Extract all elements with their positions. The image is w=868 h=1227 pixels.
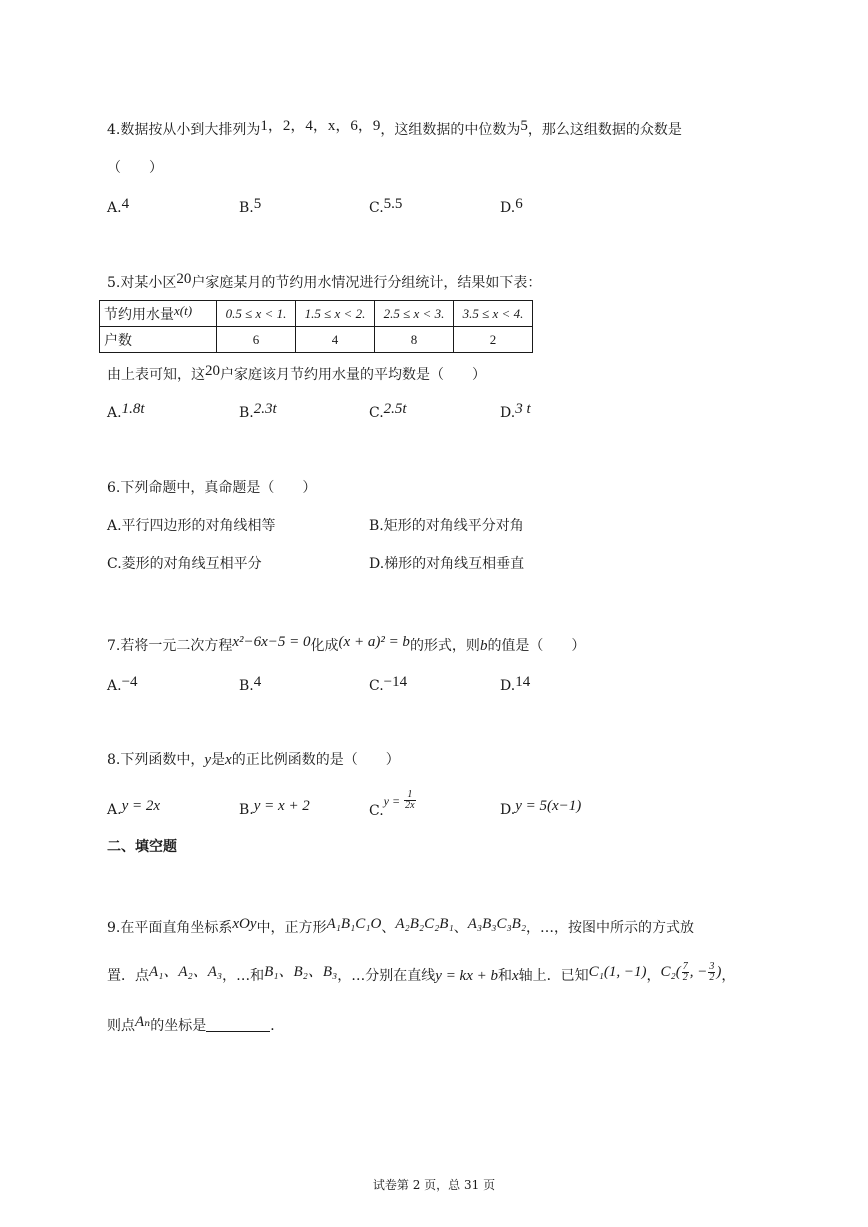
fraction-denominator: 2	[709, 972, 715, 984]
q5-followup-count: 20	[205, 363, 220, 379]
q7-stem	[107, 636, 585, 656]
q9-line2	[107, 961, 736, 987]
q6-stem: 6.下列命题中，真命题是（ ）	[107, 480, 317, 496]
q8-stem-prefix: 8.下列函数中，	[107, 752, 205, 768]
option-letter: D.	[500, 802, 516, 818]
q8-option-a[interactable]	[107, 800, 160, 820]
q8-stem-mid: 是	[211, 752, 226, 768]
q4-option-c[interactable]	[369, 198, 402, 218]
table-header-cell: 户数	[100, 327, 217, 353]
q7-stem-mid2: 的形式，则	[409, 638, 480, 654]
q5-option-c[interactable]	[369, 403, 407, 423]
q5-followup	[107, 365, 486, 385]
option-value: −4	[121, 674, 138, 690]
q9-line3-suffix: 的坐标是	[150, 1018, 207, 1034]
q9-line2-b: ，…和	[222, 968, 265, 984]
q9-line3-prefix: 则点	[107, 1018, 135, 1034]
option-value: 4	[121, 196, 130, 212]
option-value: 6	[515, 196, 523, 212]
q4-stem	[107, 120, 682, 140]
q7-option-c[interactable]	[369, 676, 407, 696]
q7-option-b[interactable]	[239, 676, 261, 696]
q9-line1-suffix: ，…，按图中所示的方式放	[526, 920, 695, 936]
option-value: y =	[383, 793, 404, 808]
q9-line2-e: 轴上．已知	[518, 968, 589, 984]
q4-option-d[interactable]	[500, 198, 523, 218]
q5-stem	[107, 273, 541, 293]
option-letter: B.	[239, 678, 254, 694]
q8-y: y	[204, 752, 212, 768]
q9-sep-2: 、	[453, 920, 468, 936]
fraction	[708, 962, 715, 983]
option-letter: B.	[239, 405, 254, 421]
option-value: 4	[253, 674, 262, 690]
q7-equation: x²−6x−5 = 0	[232, 634, 311, 650]
q5-option-a[interactable]	[107, 403, 144, 423]
q9-line1-prefix: 9.在平面直角坐标系	[107, 920, 233, 936]
q4-stem-suffix: ，那么这组数据的众数是	[527, 122, 682, 138]
q4-paren: （ ）	[107, 160, 163, 176]
option-letter: C.	[369, 405, 384, 421]
section-heading: 二、填空题	[107, 839, 177, 855]
q9-point-c2	[660, 961, 722, 984]
q4-option-a[interactable]	[107, 198, 129, 218]
q9-point-an: Aₙ	[135, 1014, 151, 1030]
table-cell: 2.5 ≤ x < 3.	[375, 301, 454, 327]
q7-form: (x + a)² = b	[338, 634, 410, 650]
q5-option-b[interactable]	[239, 403, 277, 423]
table-header-cell	[100, 301, 217, 327]
q4-data-list: 1，2，4，x，6，9	[260, 118, 381, 134]
q5-stem-suffix: 户家庭某月的节约用水情况进行分组统计，结果如下表：	[191, 275, 542, 291]
q4-median: 5	[520, 118, 528, 134]
q9-line2-a: 置．点	[107, 968, 149, 984]
q9-c2-sep: , −	[689, 964, 708, 980]
q9-square-2: A₂B₂C₂B₁	[395, 916, 454, 932]
option-value: 2.5t	[383, 401, 407, 417]
option-letter: C.	[369, 802, 384, 819]
q6-option-b[interactable]: B.矩形的对角线平分对角	[369, 518, 524, 534]
table-cell: 1.5 ≤ x < 2.	[296, 301, 375, 327]
option-letter: C.	[369, 200, 384, 216]
q8-option-b[interactable]	[239, 800, 310, 820]
fraction	[682, 962, 689, 983]
option-letter: D.	[500, 405, 516, 421]
q6-option-c[interactable]: C.菱形的对角线互相平分	[107, 556, 262, 572]
q7-stem-prefix: 7.若将一元二次方程	[107, 638, 233, 654]
q9-c2-prefix: C₂(	[660, 964, 681, 980]
fraction-denominator: 2	[682, 972, 688, 984]
table-cell: 0.5 ≤ x < 1.	[217, 301, 296, 327]
fraction	[404, 790, 415, 811]
q7-option-a[interactable]	[107, 676, 138, 696]
table-cell: 6	[217, 327, 296, 353]
option-letter: A.	[107, 405, 122, 421]
q9-line-equation: y = kx + b	[435, 968, 498, 984]
option-value: y = 2x	[121, 798, 160, 814]
table-row-label: 节约用水量	[104, 306, 174, 323]
q7-stem-mid: 化成	[310, 638, 339, 654]
q9-line1	[107, 918, 694, 938]
option-letter: A.	[107, 678, 122, 694]
q8-x: x	[225, 752, 232, 768]
q7-stem-suffix: 的值是（ ）	[487, 638, 586, 654]
q5-count: 20	[176, 271, 192, 287]
q9-line2-d: 和	[498, 968, 512, 984]
q5-data-table	[99, 300, 533, 353]
fraction-numerator: 1	[404, 790, 415, 801]
option-value: 5	[253, 196, 262, 212]
option-value: 5.5	[383, 196, 403, 212]
option-value: 2.3t	[253, 401, 277, 417]
option-value: y = x + 2	[253, 798, 310, 814]
table-unit: x(t)	[174, 302, 193, 318]
option-letter: B.	[239, 200, 254, 216]
q9-line2-g: ，	[721, 968, 736, 984]
q5-stem-prefix: 5.对某小区	[107, 275, 177, 291]
option-letter: A.	[107, 802, 122, 818]
answer-blank[interactable]	[206, 1017, 270, 1032]
option-letter: C.	[369, 678, 384, 694]
option-letter: D.	[500, 678, 516, 694]
fraction-denominator: 2x	[405, 800, 415, 811]
q8-option-d[interactable]	[500, 800, 581, 820]
q9-b-points: B₁、B₂、B₃	[264, 964, 338, 980]
q9-square-3: A₃B₃C₃B₂	[467, 916, 527, 932]
option-letter: B.	[239, 802, 254, 818]
q7-option-d[interactable]	[500, 676, 530, 696]
option-letter: D.	[500, 200, 516, 216]
option-value: −14	[383, 674, 408, 690]
q4-stem-prefix: 4.数据按从小到大排列为	[107, 122, 261, 138]
option-value: 3 t	[515, 401, 531, 417]
q9-line3	[107, 1016, 284, 1036]
q6-option-a[interactable]: A.平行四边形的对角线相等	[107, 518, 276, 534]
q4-stem-mid: ，这组数据的中位数为	[380, 122, 521, 138]
q9-line3-end: ．	[270, 1018, 285, 1034]
q9-line1-mid: 中，正方形	[256, 920, 327, 936]
option-value: y = 5(x−1)	[515, 798, 582, 814]
page-footer: 试卷第 2 页，总 31 页	[372, 1178, 496, 1192]
q7-var: b	[479, 638, 488, 654]
table-row	[100, 301, 533, 327]
q8-option-c[interactable]	[369, 789, 417, 819]
q5-followup-prefix: 由上表可知，这	[107, 367, 205, 383]
fraction-numerator: 7	[682, 961, 688, 973]
option-value: 1.8t	[121, 401, 145, 417]
table-row	[100, 327, 533, 353]
q5-followup-suffix: 户家庭该月节约用水量的平均数是（ ）	[220, 367, 486, 383]
q8-stem-suffix: 的正比例函数的是（ ）	[231, 752, 400, 768]
q6-option-d[interactable]: D.梯形的对角线互相垂直	[369, 556, 525, 572]
q8-stem	[107, 750, 400, 770]
q9-c2-suffix: )	[716, 964, 722, 980]
table-cell: 8	[375, 327, 454, 353]
q9-square-1: A₁B₁C₁O	[326, 916, 382, 932]
option-value: 14	[515, 674, 531, 690]
table-cell: 4	[296, 327, 375, 353]
q9-line2-f: ，	[646, 968, 661, 984]
q5-option-d[interactable]	[500, 403, 531, 423]
q9-a-points: A₁、A₂、A₃	[149, 964, 223, 980]
q9-xoy: xOy	[232, 916, 257, 932]
q9-x-axis-var: x	[512, 968, 519, 984]
option-letter: A.	[107, 200, 122, 216]
q9-point-c1: C₁(1, −1)	[588, 964, 647, 980]
q9-line2-c: ，…分别在直线	[337, 968, 436, 984]
q4-option-b[interactable]	[239, 198, 261, 218]
fraction-numerator: 3	[709, 961, 715, 973]
table-cell: 3.5 ≤ x < 4.	[454, 301, 533, 327]
table-cell: 2	[454, 327, 533, 353]
q9-sep-1: 、	[381, 920, 396, 936]
